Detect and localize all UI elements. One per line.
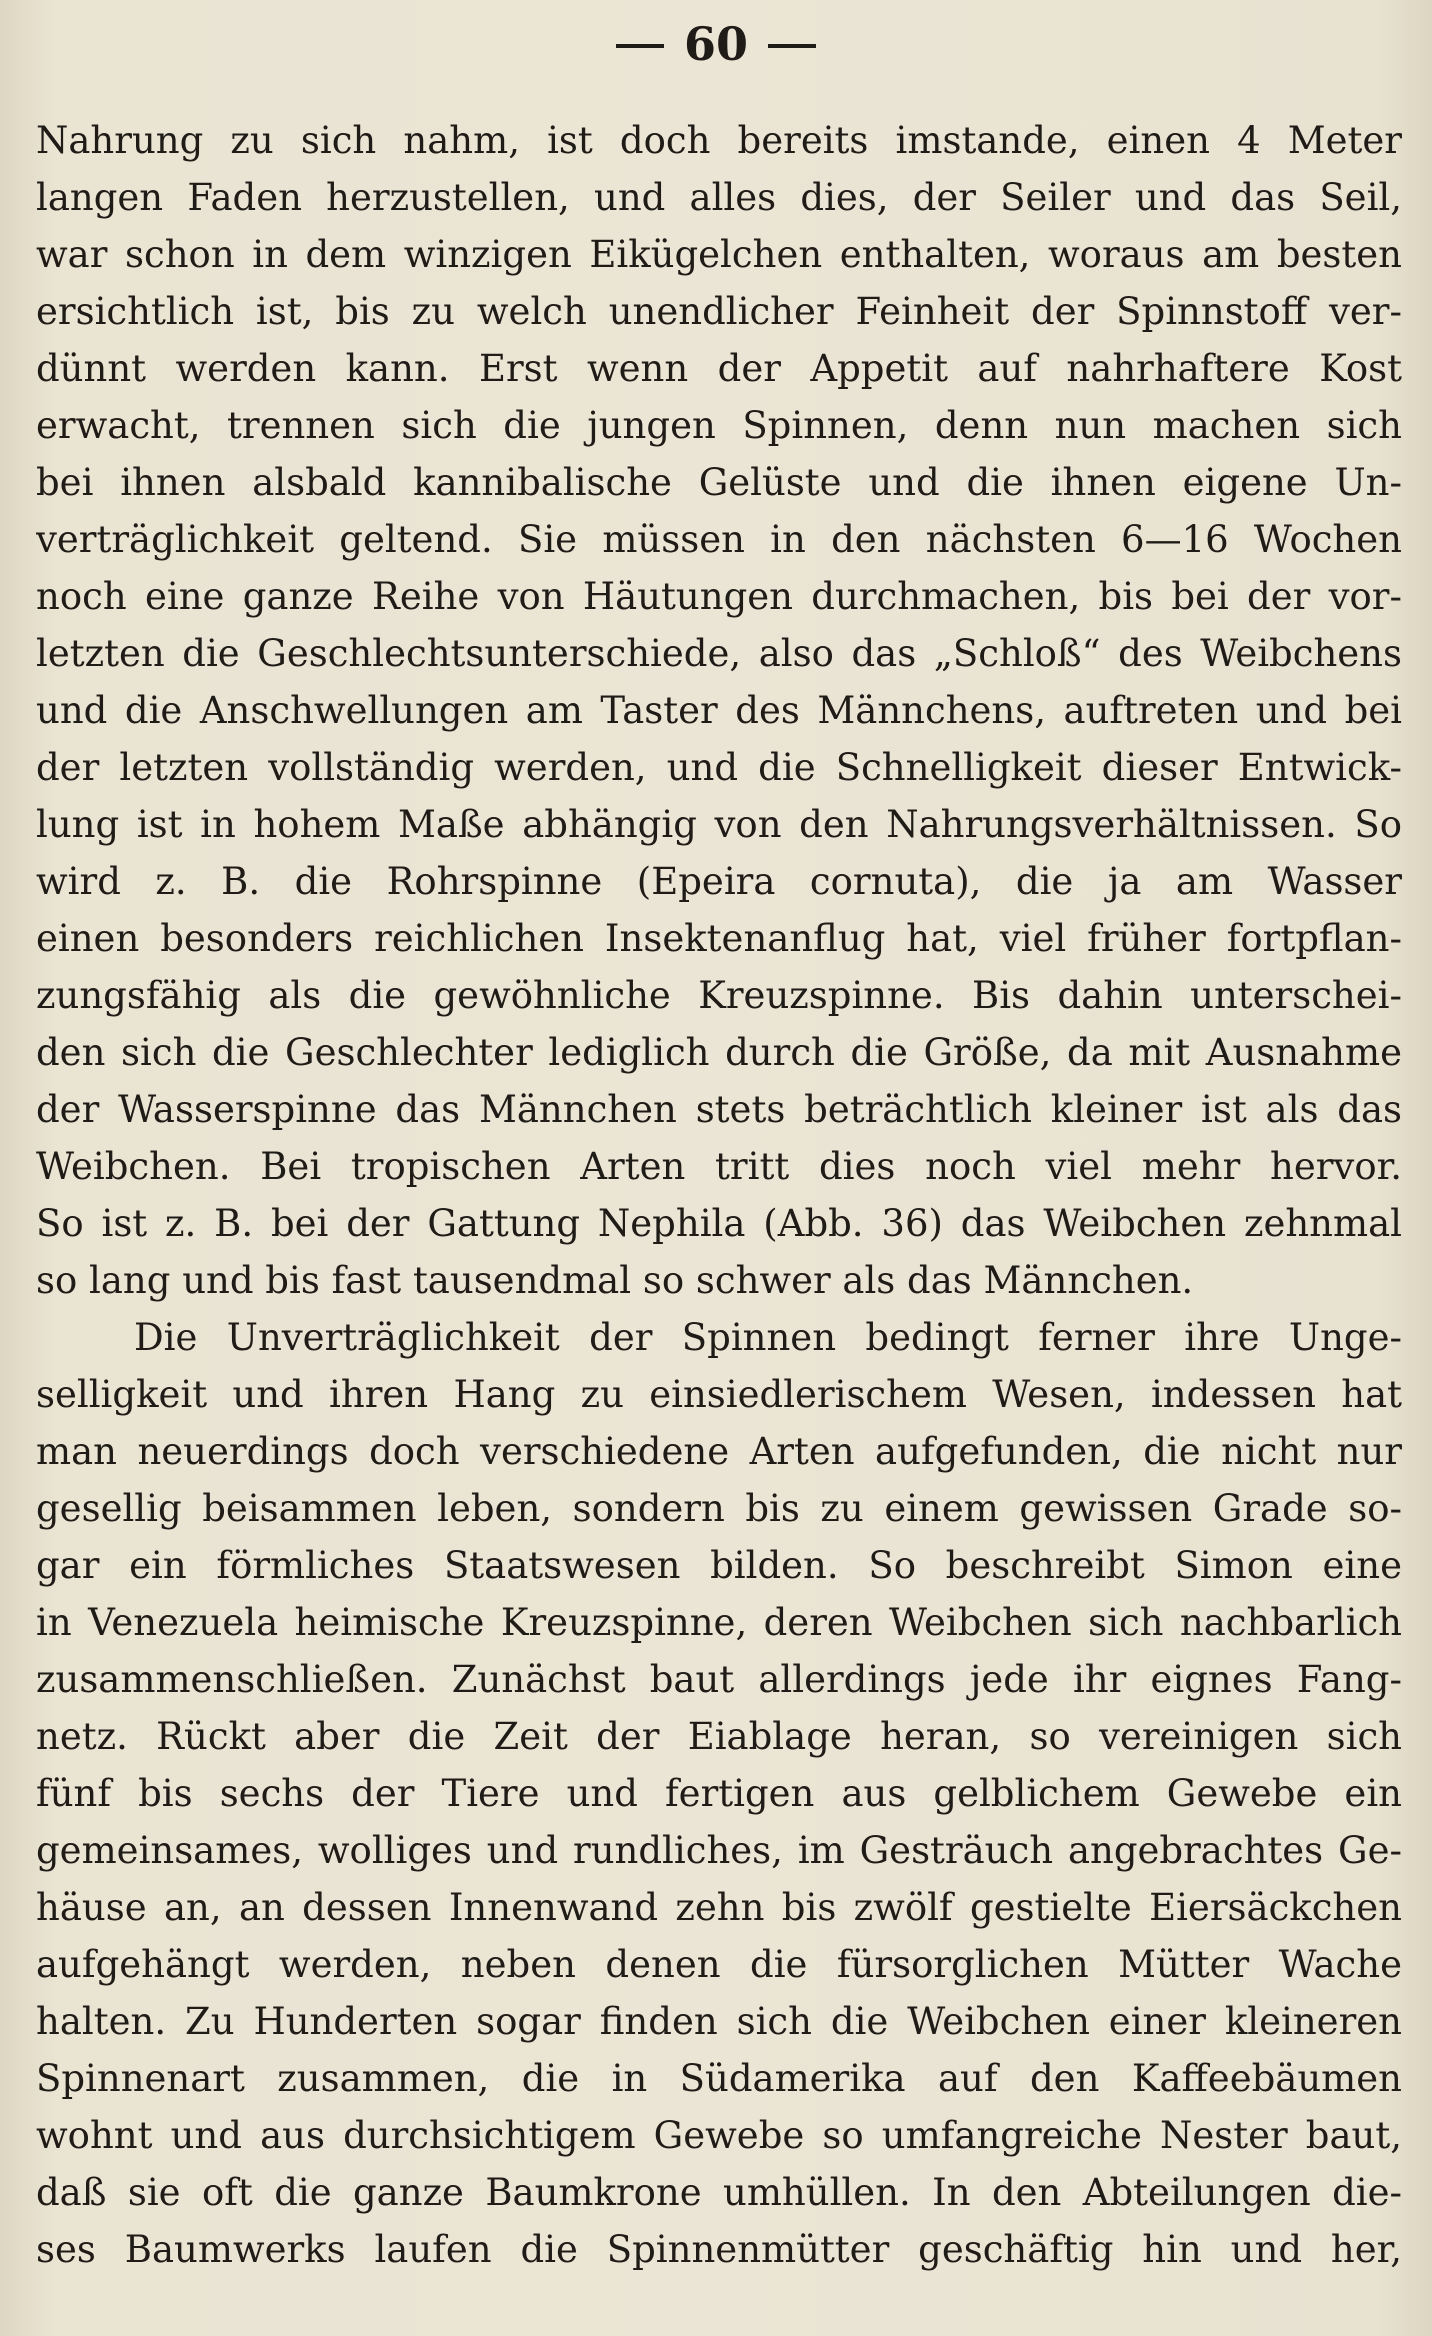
text-line: Weibchen. Bei tropischen Arten tritt dies noch viel mehr hervor. <box>36 1145 1402 1188</box>
text-line: lung ist in hohem Maße abhängig von den Nahrungsverhältnissen. So <box>36 803 1402 846</box>
text-line: ersichtlich ist, bis zu welch unendlicher Feinheit der Spinnstoff ver- <box>36 290 1402 333</box>
text-line: Spinnenart zusammen, die in Südamerika auf den Kaffeebäumen <box>36 2057 1402 2100</box>
text-line: einen besonders reichlichen Insektenanflug hat, viel früher fortpflan- <box>36 917 1402 960</box>
text-line: in Venezuela heimische Kreuzspinne, deren Weibchen sich nachbarlich <box>36 1601 1402 1644</box>
text-line: noch eine ganze Reihe von Häutungen durchmachen, bis bei der vor- <box>36 575 1402 618</box>
text-line: selligkeit und ihren Hang zu einsiedlerischem Wesen, indessen hat <box>36 1373 1402 1416</box>
text-line: halten. Zu Hunderten sogar finden sich die Weibchen einer kleineren <box>36 2000 1402 2043</box>
text-line: verträglichkeit geltend. Sie müssen in den nächsten 6—16 Wochen <box>36 518 1402 561</box>
paragraph-first-line: Die Unverträglichkeit der Spinnen bedingt ferner ihre Unge- <box>134 1316 1402 1359</box>
text-line: der Wasserspinne das Männchen stets beträchtlich kleiner ist als das <box>36 1088 1402 1131</box>
page-number: 60 <box>683 17 748 71</box>
body-text <box>36 112 1402 2278</box>
text-line: wohnt und aus durchsichtigem Gewebe so umfangreiche Nester baut, <box>36 2114 1402 2157</box>
text-line: dünnt werden kann. Erst wenn der Appetit auf nahrhaftere Kost <box>36 347 1402 390</box>
text-line: den sich die Geschlechter lediglich durch die Größe, da mit Ausnahme <box>36 1031 1402 1074</box>
text-line: und die Anschwellungen am Taster des Männchens, auftreten und bei <box>36 689 1402 732</box>
text-line: fünf bis sechs der Tiere und fertigen aus gelblichem Gewebe ein <box>36 1772 1402 1815</box>
text-line: gemeinsames, wolliges und rundliches, im Gesträuch angebrachtes Ge- <box>36 1829 1402 1872</box>
text-line: letzten die Geschlechtsunterschiede, also das „Schloß“ des Weibchens <box>36 632 1402 675</box>
text-line: gesellig beisammen leben, sondern bis zu einem gewissen Grade so- <box>36 1487 1402 1530</box>
text-line: daß sie oft die ganze Baumkrone umhüllen. In den Abteilungen die- <box>36 2171 1402 2214</box>
text-line: der letzten vollständig werden, und die Schnelligkeit dieser Entwick- <box>36 746 1402 789</box>
text-line: gar ein förmliches Staatswesen bilden. So beschreibt Simon eine <box>36 1544 1402 1587</box>
text-line: erwacht, trennen sich die jungen Spinnen, denn nun machen sich <box>36 404 1402 447</box>
text-line: war schon in dem winzigen Eikügelchen enthalten, woraus am besten <box>36 233 1402 276</box>
paragraph-last-line: so lang und bis fast tausendmal so schwer als das Männchen. <box>36 1259 1194 1302</box>
text-line: Nahrung zu sich nahm, ist doch bereits imstande, einen 4 Meter <box>36 119 1402 162</box>
text-line: häuse an, an dessen Innenwand zehn bis zwölf gestielte Eiersäckchen <box>36 1886 1402 1929</box>
text-line: So ist z. B. bei der Gattung Nephila (Abb. 36) das Weibchen zehnmal <box>36 1202 1402 1245</box>
left-dash <box>616 44 664 48</box>
text-line: zusammenschließen. Zunächst baut allerdings jede ihr eignes Fang- <box>36 1658 1402 1701</box>
text-line: aufgehängt werden, neben denen die fürsorglichen Mütter Wache <box>36 1943 1402 1986</box>
page-header <box>0 14 1432 74</box>
text-line: netz. Rückt aber die Zeit der Eiablage heran, so vereinigen sich <box>36 1715 1402 1758</box>
text-line: langen Faden herzustellen, und alles dies, der Seiler und das Seil, <box>36 176 1402 219</box>
right-dash <box>768 44 816 48</box>
text-line: zungsfähig als die gewöhnliche Kreuzspinne. Bis dahin unterschei- <box>36 974 1402 1017</box>
text-line: wird z. B. die Rohrspinne (Epeira cornuta), die ja am Wasser <box>36 860 1402 903</box>
text-line: ses Baumwerks laufen die Spinnenmütter geschäftig hin und her, <box>36 2228 1402 2271</box>
text-line: bei ihnen alsbald kannibalische Gelüste und die ihnen eigene Un- <box>36 461 1402 504</box>
text-line: man neuerdings doch verschiedene Arten aufgefunden, die nicht nur <box>36 1430 1402 1473</box>
